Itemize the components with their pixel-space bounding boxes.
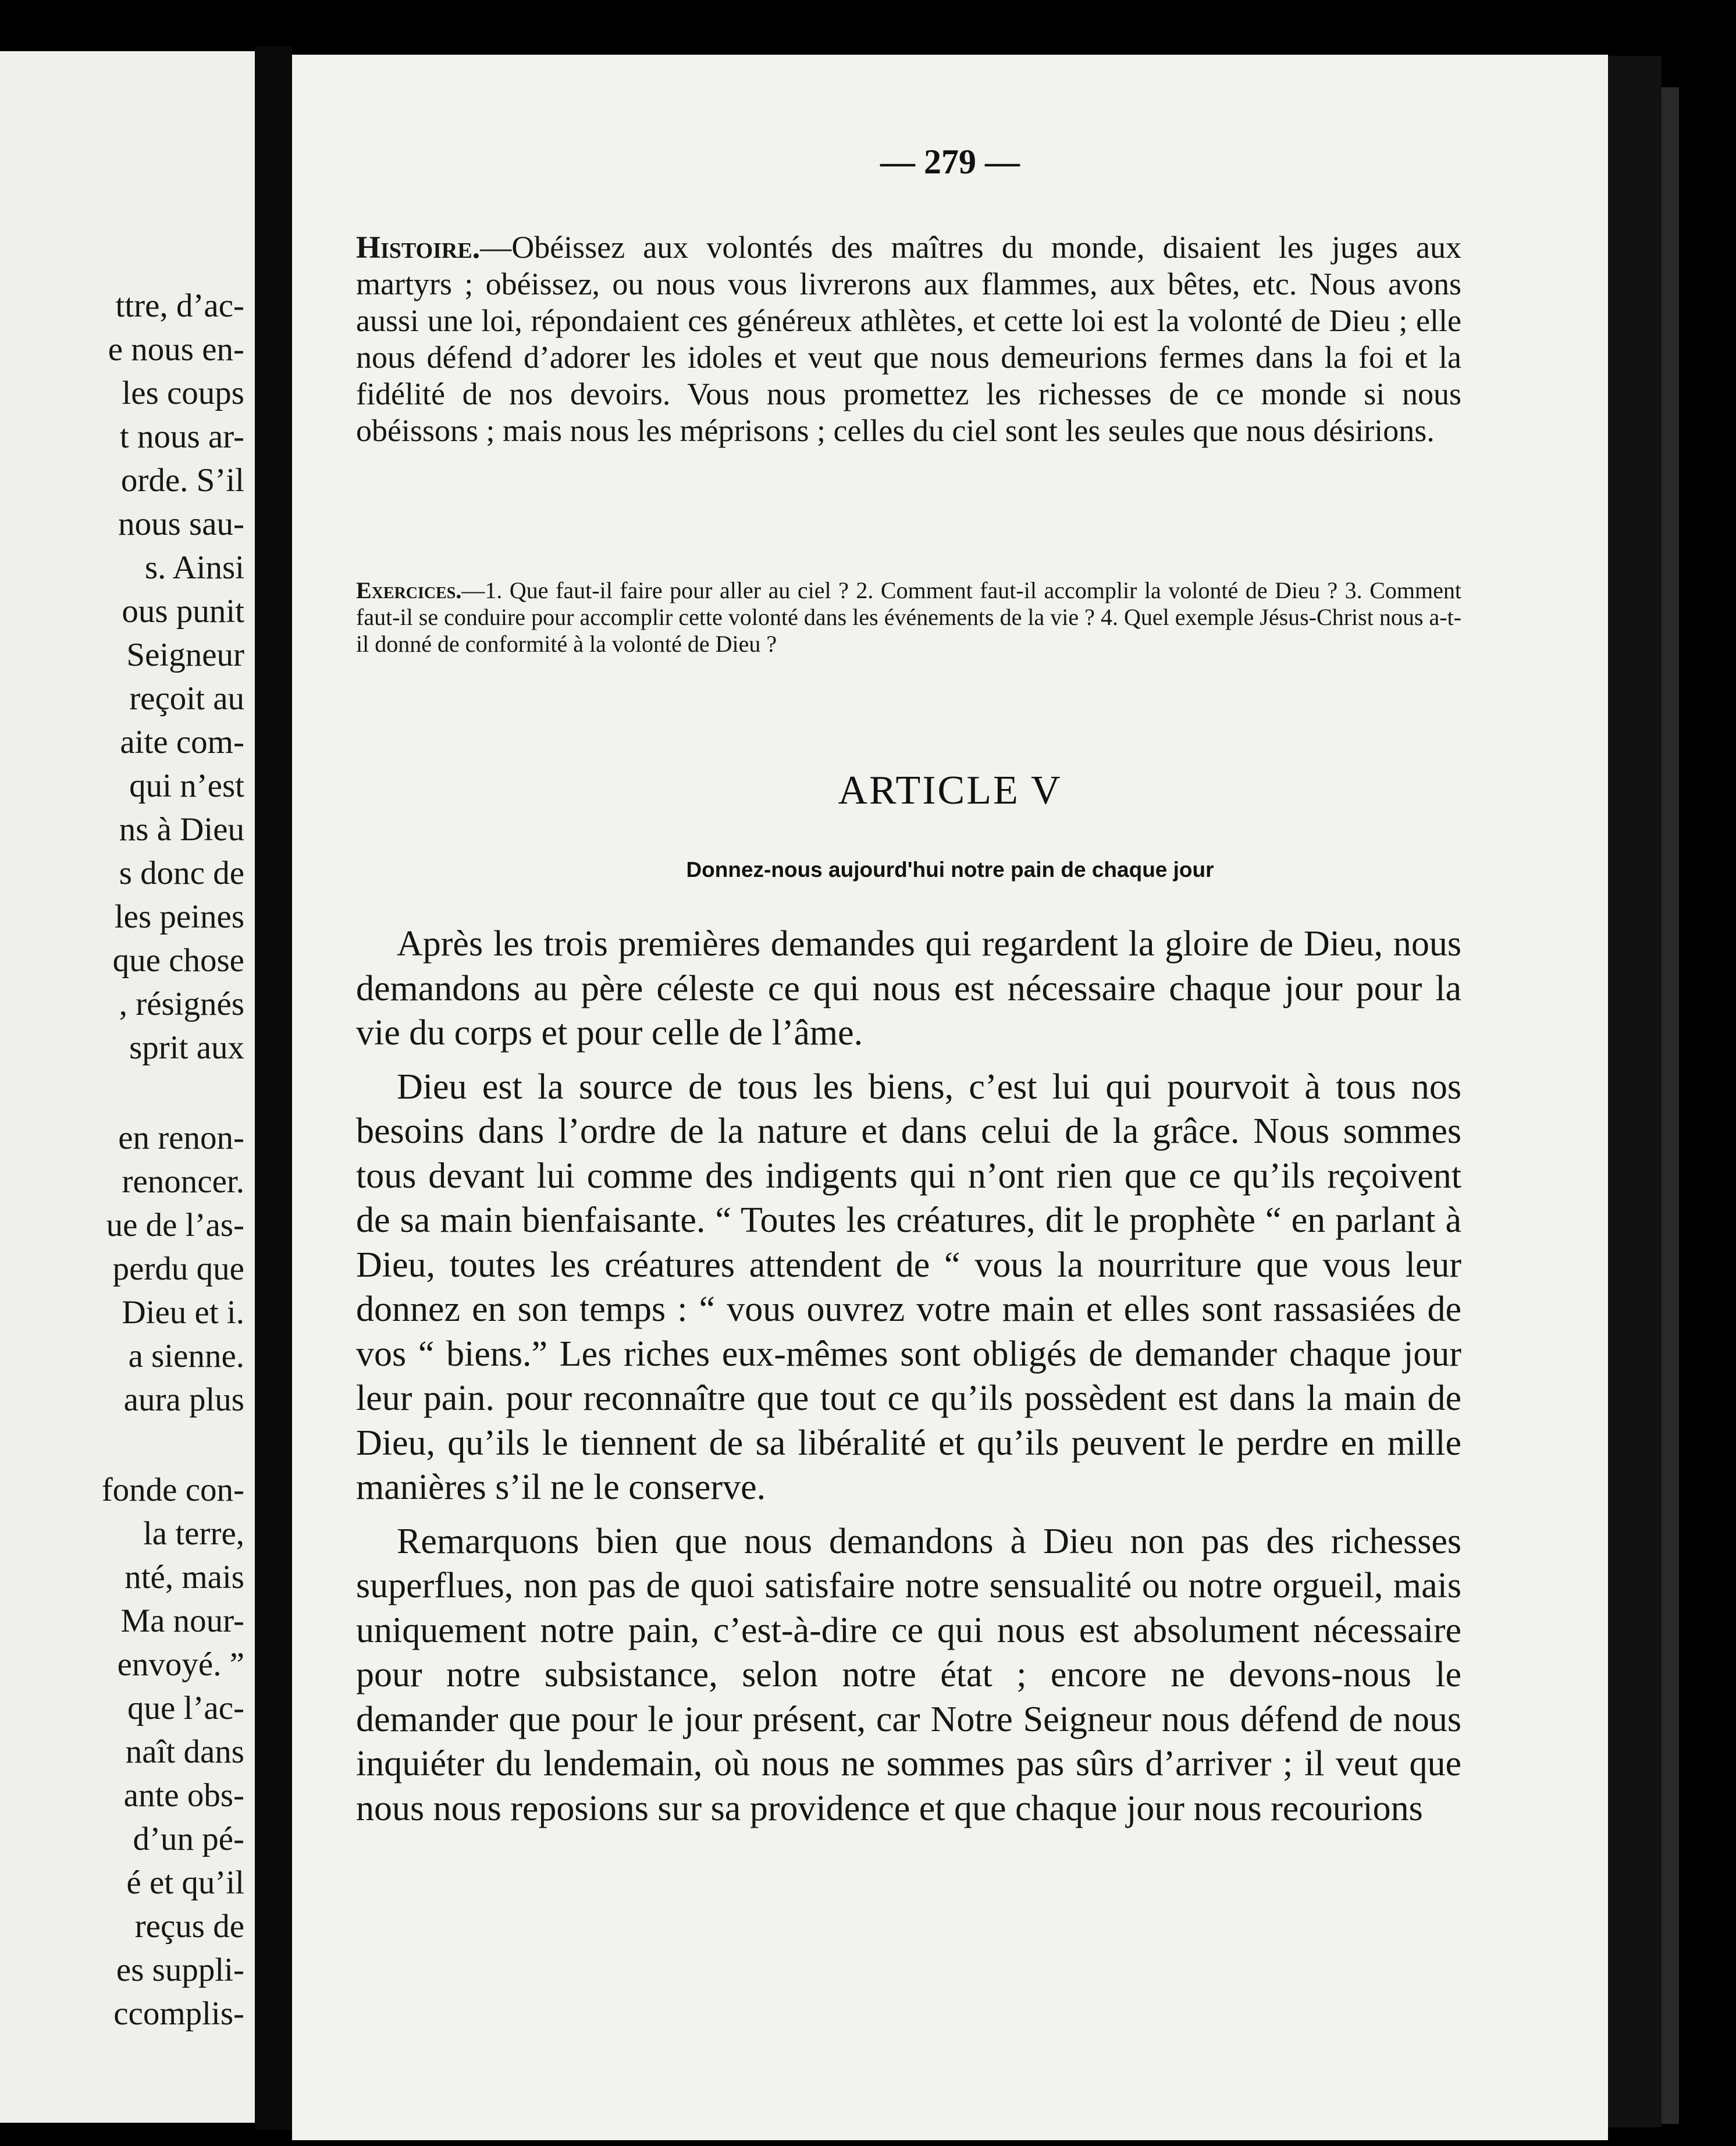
previous-page-line <box>102 1070 244 1116</box>
previous-page-line: ccomplis- <box>113 1995 244 2032</box>
previous-page-line: reçus de <box>134 1908 244 1945</box>
previous-page-line: d’un pé- <box>133 1821 244 1857</box>
previous-page-line: s donc de <box>119 855 244 891</box>
previous-page-line: que chose <box>112 942 244 979</box>
previous-page-text <box>102 284 244 2035</box>
page-279 <box>292 55 1608 2140</box>
previous-page-line: e nous en- <box>108 331 244 368</box>
previous-page-line: perdu que <box>112 1250 244 1287</box>
previous-page-line: ns à Dieu <box>119 811 244 848</box>
previous-page-line: envoyé. ” <box>117 1646 244 1683</box>
previous-page-line: orde. S’il <box>120 462 244 499</box>
previous-page-line: renoncer. <box>122 1163 244 1200</box>
article-title: ARTICLE V <box>838 768 1062 813</box>
previous-page-line: Dieu et i. <box>122 1294 244 1331</box>
article-subtitle: Donnez-nous aujourd'hui notre pain de chaque jour <box>686 858 1214 882</box>
previous-page-line <box>102 1422 244 1468</box>
previous-page-line: ous punit <box>122 593 244 630</box>
previous-page-line: naît dans <box>125 1733 244 1770</box>
previous-page-line: que l’ac- <box>127 1690 244 1726</box>
previous-page-line: fonde con- <box>101 1472 244 1508</box>
body-paragraph-1: Après les trois premières demandes qui regardent la gloire de Dieu, nous demandons au père céleste ce qui nous est nécessaire chaque jour pour la vie du corps et pour celle de l’âme. <box>356 924 1461 1053</box>
article-body <box>356 922 1461 1840</box>
page-edge-shadow <box>1608 56 1662 2127</box>
histoire-heading: Histoire. <box>356 230 481 265</box>
previous-page-line: nous sau- <box>118 506 244 542</box>
previous-page-line: nté, mais <box>124 1559 244 1596</box>
previous-page-line: Ma nour- <box>120 1603 244 1639</box>
previous-page-line: reçoit au <box>129 680 244 717</box>
previous-page-fragment <box>0 51 255 2123</box>
previous-page-line: les peines <box>114 898 244 935</box>
exercices-text: —1. Que faut-il faire pour aller au ciel ? 2. Comment faut-il accomplir la volonté de Dieu ? 3. Comment faut-il se conduire pour accomplir cette volonté dans les événements de la vie ? 4. Quel exemple Jésus-Christ nous a-t-il donné de conformité à la volonté de Dieu ? <box>356 577 1461 657</box>
previous-page-line: aite com- <box>120 724 244 761</box>
page-edge-stack <box>1662 87 1679 2124</box>
previous-page-line: é et qu’il <box>126 1864 244 1901</box>
previous-page-line: la terre, <box>143 1515 244 1552</box>
previous-page-line: aura plus <box>123 1381 244 1418</box>
exercices-paragraph <box>356 577 1461 658</box>
previous-page-line: s. Ainsi <box>144 549 244 586</box>
previous-page-line: , résignés <box>119 986 244 1022</box>
previous-page-line: t nous ar- <box>119 418 244 455</box>
histoire-text: —Obéissez aux volontés des maîtres du monde, disaient les juges aux martyrs ; obéissez, ou nous vous livrerons aux flammes, aux bêtes, etc. Nous avons aussi une loi, répondaient ces généreux athlètes, et cette loi est la volonté de Dieu ; elle nous défend d’adorer les idoles et veut que nous demeurions fermes dans la foi et la fidélité de nos devoirs. Vous nous promettez les richesses de ce monde si nous obéissons ; mais nous les méprisons ; celles du ciel sont les seules que nous désirions. <box>356 230 1461 448</box>
previous-page-line: les coups <box>122 375 244 411</box>
previous-page-line: ue de l’as- <box>106 1207 244 1243</box>
previous-page-line: a sienne. <box>128 1338 244 1374</box>
previous-page-line: en renon- <box>118 1120 244 1156</box>
histoire-paragraph <box>356 229 1461 449</box>
body-paragraph-3: Remarquons bien que nous demandons à Dieu non pas des richesses superflues, non pas de quoi satisfaire notre sensualité ou notre orgueil, mais uniquement notre pain, c’est-à-dire ce qui nous est absolument nécessaire pour notre subsistance, selon notre état ; encore ne devons-nous le demander que pour le jour présent, car Notre Seigneur nous défend de nous inquiéter du lendemain, où nous ne sommes pas sûrs d’arriver ; il veut que nous nous reposions sur sa providence et que chaque jour nous recourions <box>356 1521 1461 1828</box>
previous-page-line: Seigneur <box>126 637 244 673</box>
previous-page-line: ttre, d’ac- <box>115 287 244 324</box>
previous-page-line: sprit aux <box>129 1029 244 1066</box>
previous-page-line: ante obs- <box>123 1777 244 1814</box>
previous-page-line: es suppli- <box>116 1952 244 1988</box>
body-paragraph-2: Dieu est la source de tous les biens, c’est lui qui pourvoit à tous nos besoins dans l’ordre de la nature et dans celui de la grâce. Nous sommes tous devant lui comme des indigents qui n’ont rien que ce qu’ils reçoivent de sa main bienfaisante. “ Toutes les créatures, dit le prophète “ en parlant à Dieu, toutes les créatures attendent de “ vous la nourriture que vous leur donnez en son temps : “ vous ouvrez votre main et elles sont rassasiées de vos “ biens.” Les riches eux-mêmes sont obligés de demander chaque jour leur pain. pour reconnaître que tout ce qu’ils possèdent est dans la main de Dieu, qu’ils le tiennent de sa libéralité et qu’ils peuvent le perdre en mille manières s’il ne le conserve. <box>356 1067 1461 1507</box>
page-number: — 279 — <box>880 143 1020 181</box>
previous-page-line: qui n’est <box>129 768 244 804</box>
book-gutter <box>255 47 292 2130</box>
exercices-heading: Exercices. <box>356 577 462 603</box>
